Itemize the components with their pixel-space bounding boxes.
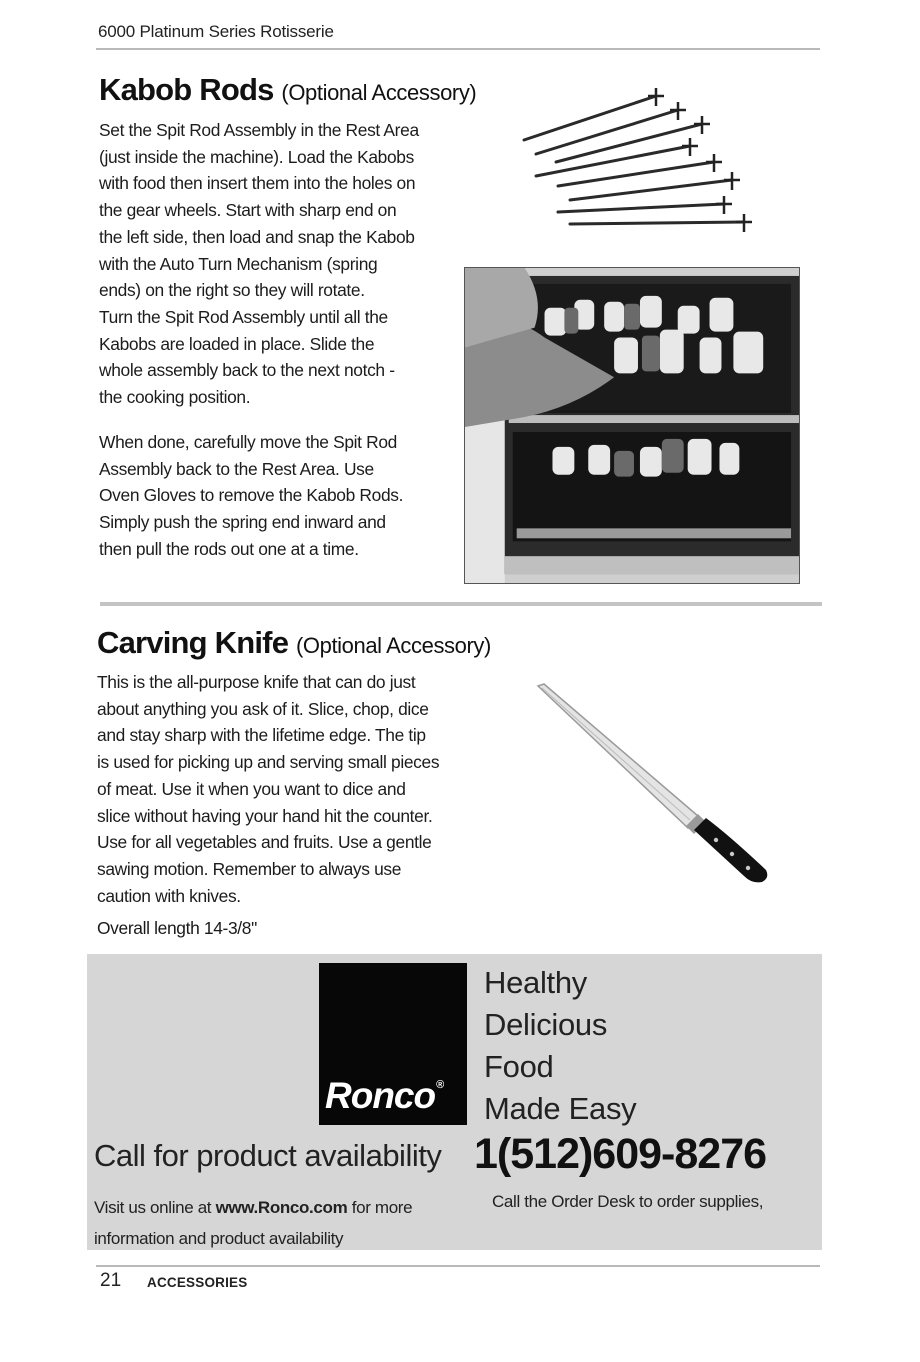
logo-wordmark: Ronco	[325, 1075, 436, 1116]
knife-length: Overall length 14-3/8"	[97, 918, 257, 938]
kabob-paragraph-1	[99, 117, 469, 411]
knife-title-text: Carving Knife	[97, 625, 289, 660]
tagline-line: Healthy	[484, 965, 588, 1000]
call-availability-text: Call for product availability	[94, 1138, 442, 1173]
website-link[interactable]: www.Ronco.com	[215, 1198, 348, 1217]
carving-knife-image	[530, 678, 780, 888]
text-line: (just inside the machine). Load the Kabobs	[99, 146, 414, 167]
kabob-section-title	[99, 72, 476, 108]
text-line: with food then insert them into the holes on	[99, 173, 416, 194]
page-number: 21	[100, 1270, 122, 1291]
text-line: Assembly back to the Rest Area. Use	[99, 458, 374, 479]
knife-paragraph	[97, 669, 497, 909]
text-line: then pull the rods out one at a time.	[99, 538, 359, 559]
tagline-line: Delicious	[484, 1007, 608, 1042]
phone-number[interactable]: 1(512)609-8276	[474, 1130, 767, 1178]
kabob-optional-label: (Optional Accessory)	[281, 80, 477, 105]
text-line: of meat. Use it when you want to dice and	[97, 778, 406, 799]
text-line: the cooking position.	[99, 387, 251, 408]
text-line: is used for picking up and serving small pieces	[97, 752, 440, 773]
kabob-paragraph-2	[99, 429, 439, 563]
text-line: about anything you ask of it. Slice, chop, dice	[97, 698, 429, 719]
kabob-title-text: Kabob Rods	[99, 72, 274, 107]
kabob-rods-image	[518, 82, 758, 242]
tagline	[484, 962, 636, 1130]
text-line: and stay sharp with the lifetime edge. The tip	[97, 725, 426, 746]
knife-section-title	[97, 625, 491, 661]
text-line: Oven Gloves to remove the Kabob Rods.	[99, 485, 404, 506]
text-line: sawing motion. Remember to always use	[97, 858, 402, 879]
visit-suffix: for more	[347, 1198, 413, 1217]
text-line: Kabobs are loaded in place. Slide the	[99, 333, 375, 354]
registered-mark: ®	[436, 1079, 444, 1091]
visit-line-2: information and product availability	[94, 1229, 344, 1248]
text-line: Use for all vegetables and fruits. Use a gentle	[97, 832, 432, 853]
ronco-logo	[319, 963, 467, 1125]
text-line: with the Auto Turn Mechanism (spring	[99, 253, 378, 274]
knife-optional-label: (Optional Accessory)	[295, 633, 491, 658]
order-desk-text: Call the Order Desk to order supplies,	[492, 1192, 764, 1211]
header-divider	[96, 48, 820, 50]
section-divider	[100, 602, 822, 606]
logo-text	[325, 1075, 443, 1117]
text-line: whole assembly back to the next notch -	[99, 360, 395, 381]
footer-section-label: ACCESSORIES	[147, 1275, 248, 1290]
text-line: slice without having your hand hit the counter.	[97, 805, 433, 826]
text-line: When done, carefully move the Spit Rod	[99, 432, 397, 452]
visit-online-text	[94, 1192, 484, 1254]
text-line: caution with knives.	[97, 885, 241, 906]
text-line: ends) on the right so they will rotate.	[99, 280, 365, 301]
rotisserie-kabob-photo	[464, 267, 800, 584]
visit-prefix: Visit us online at	[94, 1198, 216, 1217]
text-line: the gear wheels. Start with sharp end on	[99, 200, 397, 221]
footer-divider	[96, 1265, 820, 1267]
text-line: Set the Spit Rod Assembly in the Rest Area	[99, 120, 419, 140]
text-line: This is the all-purpose knife that can do just	[97, 672, 416, 692]
tagline-line: Made Easy	[484, 1091, 637, 1126]
tagline-line: Food	[484, 1049, 554, 1084]
text-line: Turn the Spit Rod Assembly until all the	[99, 306, 388, 327]
text-line: Simply push the spring end inward and	[99, 512, 386, 533]
running-header: 6000 Platinum Series Rotisserie	[98, 22, 334, 41]
text-line: the left side, then load and snap the Kabob	[99, 226, 415, 247]
